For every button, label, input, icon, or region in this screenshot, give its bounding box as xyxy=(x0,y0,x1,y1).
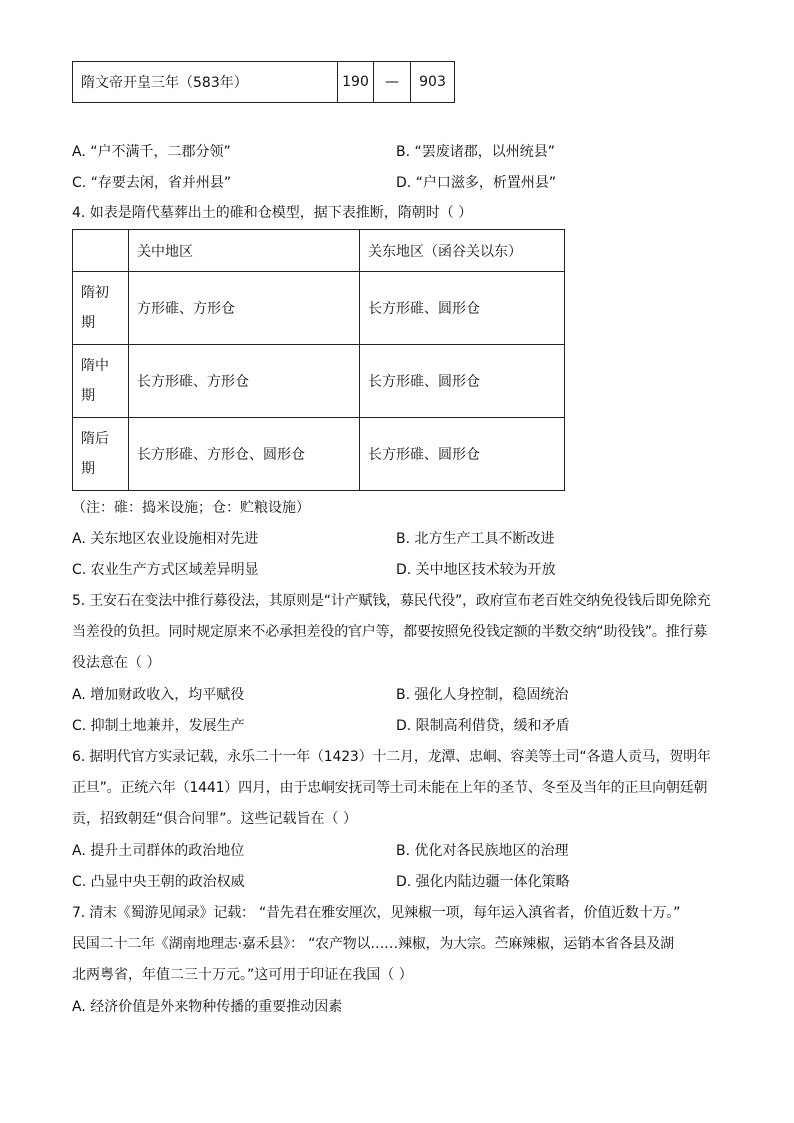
q7-line-3: 北两粤省，年值二三十万元。”这可用于印证在我国（ ） xyxy=(72,967,413,983)
q5-option-d: D. 限制高利借贷，缓和矛盾 xyxy=(396,718,570,734)
period-cell xyxy=(73,345,129,418)
q5-line-2: 当差役的负担。同时规定原来不必承担差役的官户等，都要按照免役钱定额的半数交纳“助役钱”。推行募 xyxy=(72,624,708,640)
q7-line-2: 民国二十二年《湖南地理志·嘉禾县》： “农产物以……辣椒，为大宗。苎麻辣椒，运销本省各县及湖 xyxy=(72,936,674,952)
q5-line-1: 5. 王安石在变法中推行募役法，其原则是“计产赋钱，募民代役”，政府宣布老百姓交纳免役钱后即免除充 xyxy=(72,593,711,609)
q7-line-1: 7. 清末《蜀游见闻录》记载： “昔先君在雅安厘次，见辣椒一项，每年运入滇省者，价值近数十万。” xyxy=(72,905,681,921)
period-label: 隋初 xyxy=(81,285,109,301)
q6-option-c: C. 凸显中央王朝的政治权威 xyxy=(72,874,245,890)
period-label: 期 xyxy=(81,315,95,331)
period-label: 隋中 xyxy=(81,358,109,374)
guanzhong-cell: 长方形碓、方形仓 xyxy=(129,345,360,418)
q6-option-d: D. 强化内陆边疆一体化策略 xyxy=(396,874,570,890)
table-row xyxy=(73,418,565,491)
period-cell xyxy=(73,418,129,491)
q6-option-a: A. 提升土司群体的政治地位 xyxy=(72,843,245,859)
q5-line-3: 役法意在（ ） xyxy=(72,655,161,671)
q4-table xyxy=(72,229,565,491)
guandong-cell: 长方形碓、圆形仓 xyxy=(360,272,565,345)
q6-line-2: 正旦”。正统六年（1441）四月，由于忠峒安抚司等土司未能在上年的圣节、冬至及当年的正旦向朝廷朝 xyxy=(72,780,708,796)
period-label: 期 xyxy=(81,388,95,404)
q4-option-b: B. 北方生产工具不断改进 xyxy=(396,531,555,547)
q3-option-c: C. “存要去闲，省并州县” xyxy=(72,175,232,191)
q3-option-d: D. “户口滋多，析置州县” xyxy=(396,175,557,191)
period-cell xyxy=(73,272,129,345)
table-header-row xyxy=(73,230,565,272)
table-header-empty xyxy=(73,230,129,272)
guanzhong-cell: 长方形碓、方形仓、圆形仓 xyxy=(129,418,360,491)
table-header-guanzhong: 关中地区 xyxy=(129,230,360,272)
q6-option-b: B. 优化对各民族地区的治理 xyxy=(396,843,569,859)
q4-option-d: D. 关中地区技术较为开放 xyxy=(396,562,556,578)
q4-option-a: A. 关东地区农业设施相对先进 xyxy=(72,531,259,547)
table-header-guandong: 关东地区（函谷关以东） xyxy=(360,230,565,272)
guandong-cell: 长方形碓、圆形仓 xyxy=(360,345,565,418)
guanzhong-cell: 方形碓、方形仓 xyxy=(129,272,360,345)
q3-option-b: B. “罢废诸郡，以州统县” xyxy=(396,144,556,160)
q4-stem: 4. 如表是隋代墓葬出土的碓和仓模型，据下表推断，隋朝时（ ） xyxy=(72,205,473,221)
q6-line-3: 贡，招致朝廷“俱合问罪”。这些记载旨在（ ） xyxy=(72,811,357,827)
table-row xyxy=(73,62,455,103)
q7-option-a: A. 经济价值是外来物种传播的重要推动因素 xyxy=(72,999,343,1015)
table-row xyxy=(73,345,565,418)
table-row xyxy=(73,272,565,345)
q5-option-b: B. 强化人身控制，稳固统治 xyxy=(396,687,569,703)
q4-option-c: C. 农业生产方式区域差异明显 xyxy=(72,562,259,578)
top-table xyxy=(72,61,455,103)
table-cell: — xyxy=(374,62,411,103)
table-cell: 190 xyxy=(338,62,374,103)
guandong-cell: 长方形碓、圆形仓 xyxy=(360,418,565,491)
q5-option-a: A. 增加财政收入，均平赋役 xyxy=(72,687,245,703)
q4-note: （注：碓：捣米设施；仓：贮粮设施） xyxy=(72,500,310,516)
period-label: 隋后 xyxy=(81,431,109,447)
table-cell-label: 隋文帝开皇三年（583年） xyxy=(73,62,338,103)
period-label: 期 xyxy=(81,461,95,477)
q5-option-c: C. 抑制土地兼并，发展生产 xyxy=(72,718,245,734)
table-cell: 903 xyxy=(411,62,455,103)
q3-option-a: A. “户不满千，二郡分领” xyxy=(72,144,231,160)
q6-line-1: 6. 据明代官方实录记载，永乐二十一年（1423）十二月，龙潭、忠峒、容美等土司“各遣人贡马，贺明年 xyxy=(72,749,711,765)
